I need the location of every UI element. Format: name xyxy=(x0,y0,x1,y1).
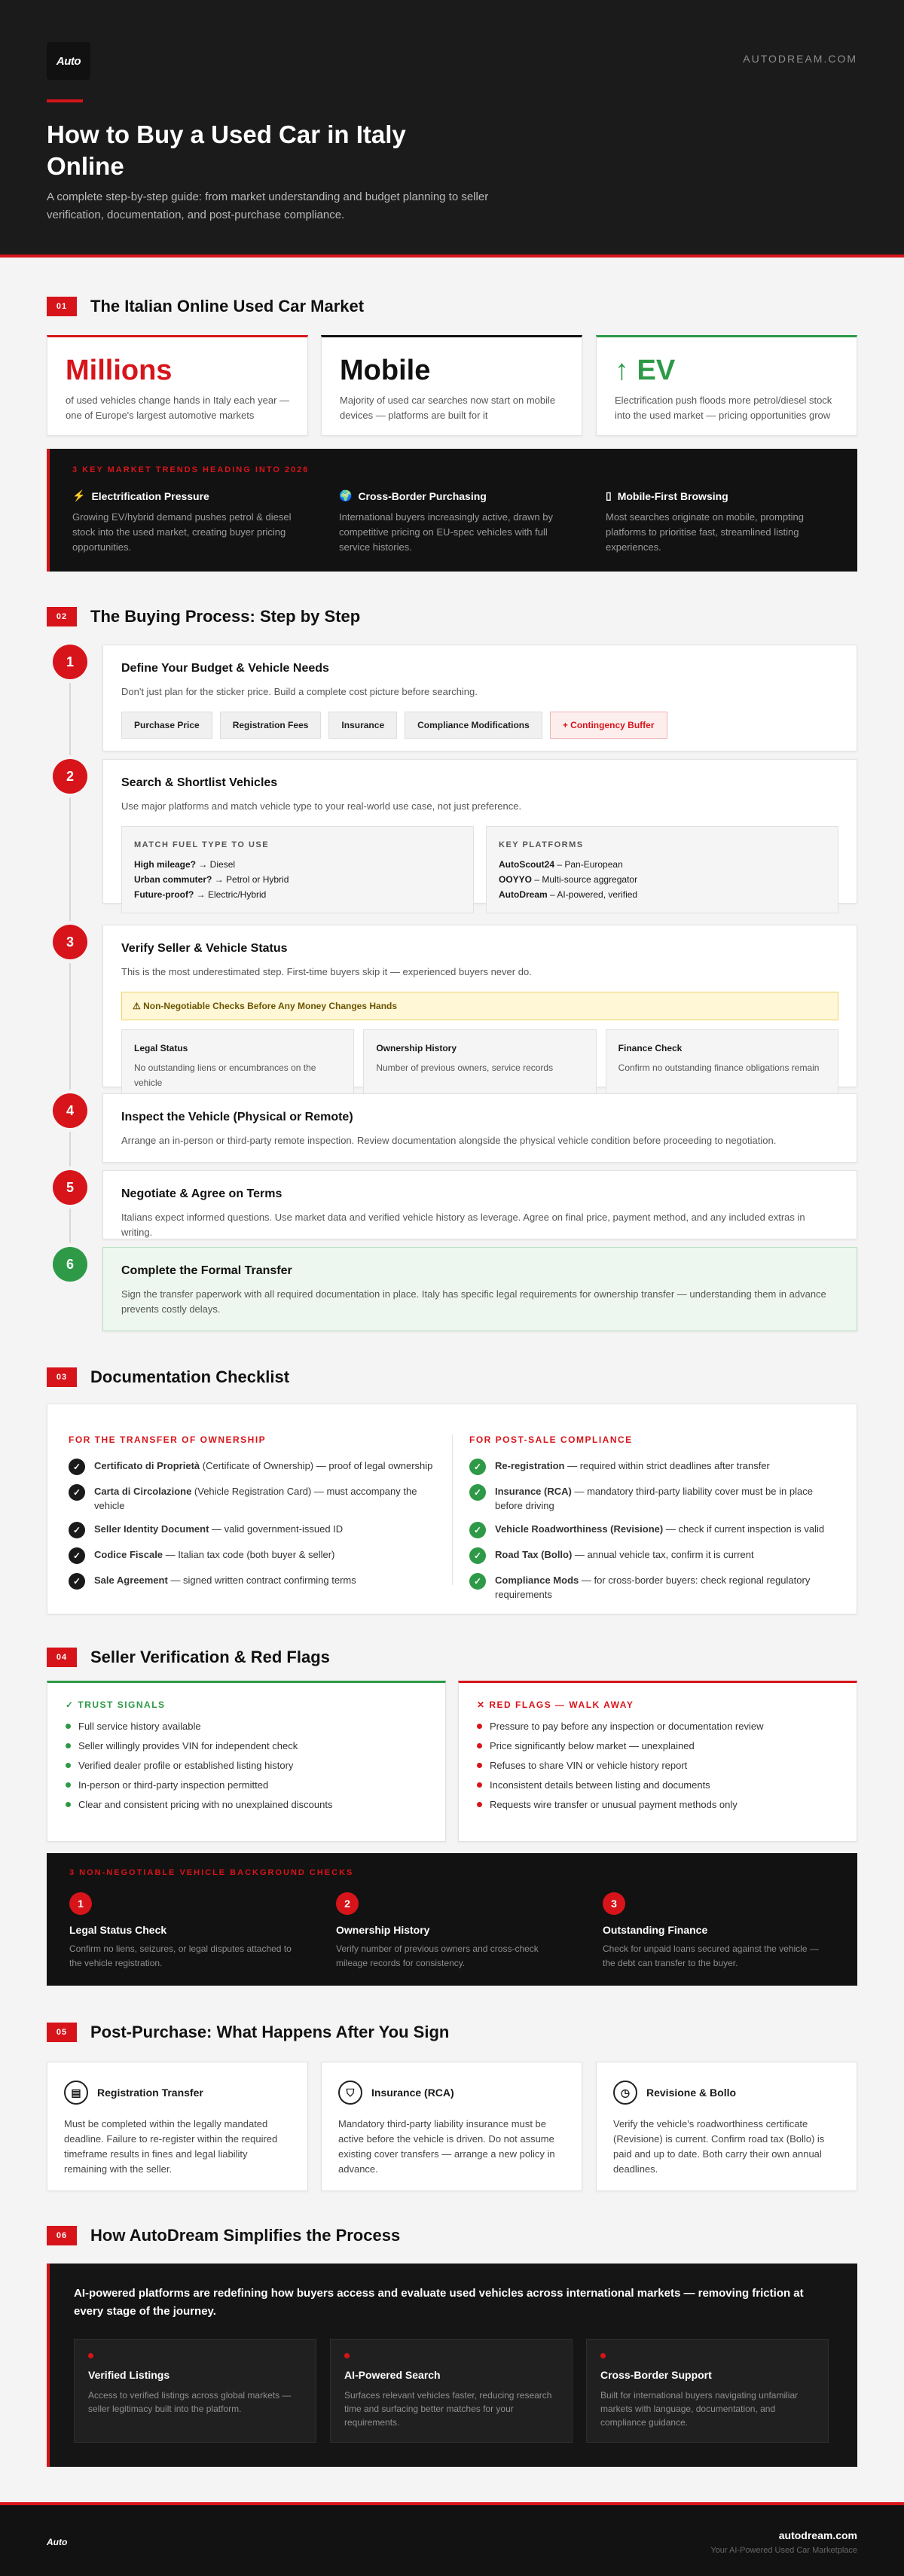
step-title: Complete the Formal Transfer xyxy=(121,1264,292,1277)
step-desc: Italians expect informed questions. Use market data and verified vehicle history as leverage. Agree on final price, payment method, and any included extras in writing. xyxy=(121,1212,805,1238)
fuel-item-text: → Petrol or Hybrid xyxy=(212,874,289,885)
section-header-market xyxy=(47,297,364,316)
platforms-box xyxy=(486,826,838,913)
clock-icon: ◷ xyxy=(613,2081,637,2105)
check-desc: No outstanding liens or encumbrances on the vehicle xyxy=(134,1062,316,1088)
hero-header xyxy=(0,0,904,258)
doc-desc: — Italian tax code (both buyer & seller) xyxy=(163,1549,335,1560)
step-title: Negotiate & Agree on Terms xyxy=(121,1187,282,1200)
background-checks-kicker: 3 NON-NEGOTIABLE VEHICLE BACKGROUND CHECKS xyxy=(69,1868,354,1877)
check-icon: ✓ xyxy=(469,1484,486,1501)
step-card-negotiate xyxy=(102,1170,857,1239)
globe-icon: 🌍 xyxy=(339,489,353,501)
bullet-dot xyxy=(66,1743,71,1748)
bullet-dot xyxy=(66,1724,71,1729)
red-flag-item: Requests wire transfer or unusual payment methods only xyxy=(490,1799,738,1810)
check-icon: ✓ xyxy=(469,1459,486,1475)
check-title: Legal Status xyxy=(134,1043,188,1053)
stat-value: Millions xyxy=(66,355,173,386)
footer-tagline: Your AI-Powered Used Car Marketplace xyxy=(710,2546,857,2555)
fuel-item-text: → Electric/Hybrid xyxy=(194,889,267,900)
fuel-item: Urban commuter? xyxy=(134,874,212,885)
step-desc: Arrange an in-person or third-party remote inspection. Review documentation alongside the physical vehicle condition before proceeding to negotiation. xyxy=(121,1135,777,1146)
feature-ai-search xyxy=(330,2339,573,2443)
doc-name: Seller Identity Document xyxy=(94,1523,209,1535)
market-trends-panel xyxy=(47,449,857,572)
feature-verified-listings xyxy=(74,2339,316,2443)
post-card-title: Revisione & Bollo xyxy=(646,2087,737,2099)
platform-item-text: – Pan-European xyxy=(554,859,623,870)
fuel-item: Future-proof? xyxy=(134,889,194,900)
step-card-inspect xyxy=(102,1093,857,1163)
check-desc: Number of previous owners, service records xyxy=(376,1062,554,1073)
check-title: Ownership History xyxy=(376,1043,457,1053)
section-number: 04 xyxy=(47,1648,77,1667)
step-desc: Sign the transfer paperwork with all required documentation in place. Italy has specific legal requirements for ownership transfer — understanding them in advance prevents costly delays. xyxy=(121,1288,826,1315)
bullet-dot xyxy=(477,1743,482,1748)
section-number: 01 xyxy=(47,297,77,316)
doc-desc: — mandatory third-party liability cover must be in place before driving xyxy=(495,1486,813,1511)
platforms-label: KEY PLATFORMS xyxy=(499,840,584,849)
check-icon: ✓ xyxy=(69,1573,85,1590)
red-flag-item: Refuses to share VIN or vehicle history report xyxy=(490,1760,688,1771)
doc-desc: — annual vehicle tax, confirm it is current xyxy=(572,1549,754,1560)
red-flag-item: Pressure to pay before any inspection or documentation review xyxy=(490,1721,764,1732)
fuel-item: High mileage? xyxy=(134,859,197,870)
document-icon: ▤ xyxy=(64,2081,88,2105)
doc-name: Sale Agreement xyxy=(94,1575,168,1586)
feature-desc: Built for international buyers navigating unfamiliar markets with language, documentation, and compliance guidance. xyxy=(600,2390,799,2428)
warning-banner: ⚠ Non-Negotiable Checks Before Any Money Changes Hands xyxy=(121,992,838,1020)
post-card-insurance xyxy=(321,2062,582,2191)
post-card-desc: Mandatory third-party liability insurance must be active before the vehicle is driven. Do not assume existing cover transfers — arrange a new policy in advance. xyxy=(338,2118,555,2175)
platform-item: AutoDream xyxy=(499,889,548,900)
trend-cross-border xyxy=(339,489,573,555)
post-card-title: Insurance (RCA) xyxy=(371,2087,454,2099)
post-card-desc: Verify the vehicle's roadworthiness certificate (Revisione) is current. Confirm road tax (Bollo) is paid and up to date. Both carry their own annual deadlines. xyxy=(613,2118,825,2175)
doc-desc: — signed written contract confirming terms xyxy=(167,1575,356,1586)
check-ownership-history xyxy=(363,1029,596,1102)
stat-text: Majority of used car searches now start on mobile devices — platforms are built for it xyxy=(340,395,556,421)
doc-name: Compliance Mods xyxy=(495,1575,579,1586)
bullet-dot xyxy=(66,1763,71,1768)
site-url[interactable]: AUTODREAM.COM xyxy=(743,53,857,65)
step-title: Inspect the Vehicle (Physical or Remote) xyxy=(121,1111,353,1123)
mobile-icon: ▯ xyxy=(606,489,612,501)
bg-check-number: 1 xyxy=(69,1892,92,1915)
step-desc: This is the most underestimated step. First-time buyers skip it — experienced buyers never do. xyxy=(121,966,532,977)
doc-name: Insurance (RCA) xyxy=(495,1486,572,1497)
column-label: FOR THE TRANSFER OF OWNERSHIP xyxy=(69,1434,267,1445)
step-number-4: 4 xyxy=(53,1093,87,1128)
bg-check-title: Legal Status Check xyxy=(69,1924,167,1936)
cost-chip: Registration Fees xyxy=(220,712,322,739)
check-icon: ✓ xyxy=(69,1522,85,1538)
post-card-desc: Must be completed within the legally mandated deadline. Failure to re-register within the required timeframe results in fines and legal liability remaining with the seller. xyxy=(64,2118,278,2175)
bullet-dot xyxy=(477,1802,482,1807)
post-sale-column xyxy=(469,1434,838,1611)
doc-name: Road Tax (Bollo) xyxy=(495,1549,573,1560)
trust-item: Clear and consistent pricing with no unexplained discounts xyxy=(78,1799,333,1810)
platform-item-text: – AI-powered, verified xyxy=(547,889,638,900)
section-title: Post-Purchase: What Happens After You Sign xyxy=(90,2023,450,2041)
trend-title: Mobile-First Browsing xyxy=(617,489,728,502)
step-number-6: 6 xyxy=(53,1247,87,1282)
bullet-dot xyxy=(477,1763,482,1768)
step-card-search xyxy=(102,759,857,904)
stat-card-mobile xyxy=(321,335,582,436)
bg-check-desc: Confirm no liens, seizures, or legal disputes attached to the vehicle registration. xyxy=(69,1943,292,1968)
lightning-icon: ⚡ xyxy=(72,489,86,501)
trend-desc: International buyers increasingly active, drawn by competitive pricing on EU-spec vehicles with full service histories. xyxy=(339,511,553,553)
footer-logo[interactable]: Auto xyxy=(47,2537,68,2547)
feature-title: AI-Powered Search xyxy=(344,2369,441,2381)
trust-item: In-person or third-party inspection permitted xyxy=(78,1779,269,1791)
feature-desc: Access to verified listings across global markets — seller legitimacy built into the platform. xyxy=(88,2390,292,2414)
step-title: Search & Shortlist Vehicles xyxy=(121,776,278,789)
doc-desc: (Vehicle Registration Card) — must accompany the vehicle xyxy=(94,1486,417,1511)
stat-text: Electrification push floods more petrol/diesel stock into the used market — pricing opportunities grow xyxy=(615,395,832,421)
page-subtitle: A complete step-by-step guide: from market understanding and budget planning to seller verification, documentation, and post-purchase compliance. xyxy=(47,191,489,221)
section-title: Documentation Checklist xyxy=(90,1367,290,1386)
check-icon: ✓ xyxy=(469,1573,486,1590)
section-title: How AutoDream Simplifies the Process xyxy=(90,2226,401,2245)
footer-site-link[interactable]: autodream.com xyxy=(778,2529,857,2541)
page-title: How to Buy a Used Car in Italy Online xyxy=(47,120,406,180)
stat-card-volume xyxy=(47,335,308,436)
stat-value: ↑ EV xyxy=(615,355,676,386)
feature-title: Cross-Border Support xyxy=(600,2369,712,2381)
bg-check-ownership xyxy=(336,1892,562,1971)
check-icon: ✓ xyxy=(69,1484,85,1501)
step-card-verify xyxy=(102,925,857,1087)
trust-item: Full service history available xyxy=(78,1721,201,1732)
section-header-post-purchase xyxy=(47,2023,449,2042)
doc-name: Codice Fiscale xyxy=(94,1549,163,1560)
step-number-1: 1 xyxy=(53,645,87,679)
background-checks-panel xyxy=(47,1853,857,1986)
section-title: The Italian Online Used Car Market xyxy=(90,297,365,316)
footer xyxy=(0,2502,904,2576)
autodream-panel xyxy=(47,2264,857,2467)
feature-desc: Surfaces relevant vehicles faster, reducing research time and surfacing better matches for your requirements. xyxy=(344,2390,552,2428)
cost-chip: Purchase Price xyxy=(121,712,212,739)
check-finance xyxy=(606,1029,838,1102)
section-number: 06 xyxy=(47,2226,77,2245)
bg-check-title: Ownership History xyxy=(336,1924,430,1936)
stat-text: of used vehicles change hands in Italy each year — one of Europe's largest automotive markets xyxy=(66,395,290,421)
shield-icon: ⛉ xyxy=(338,2081,362,2105)
check-icon: ✓ xyxy=(469,1522,486,1538)
stat-card-ev xyxy=(596,335,857,436)
trust-item: Seller willingly provides VIN for independent check xyxy=(78,1740,298,1751)
step-number-5: 5 xyxy=(53,1170,87,1205)
step-desc: Use major platforms and match vehicle type to your real-world use case, not just preference. xyxy=(121,800,522,812)
bullet-dot xyxy=(66,1782,71,1788)
feature-dot xyxy=(88,2353,93,2358)
section-title: The Buying Process: Step by Step xyxy=(90,607,361,626)
red-flag-item: Inconsistent details between listing and documents xyxy=(490,1779,710,1791)
trend-title: Cross-Border Purchasing xyxy=(358,489,487,502)
accent-bar xyxy=(47,99,83,102)
red-flag-item: Price significantly below market — unexplained xyxy=(490,1740,695,1751)
doc-desc: — required within strict deadlines after transfer xyxy=(564,1460,770,1471)
feature-dot xyxy=(600,2353,606,2358)
step-card-transfer xyxy=(102,1247,857,1331)
trend-desc: Most searches originate on mobile, prompting platforms to prioritise fast, streamlined listing experiences. xyxy=(606,511,805,553)
red-flags-card xyxy=(458,1681,857,1842)
feature-title: Verified Listings xyxy=(88,2369,170,2381)
section-header-process xyxy=(47,607,360,626)
check-legal-status xyxy=(121,1029,354,1102)
bg-check-legal xyxy=(69,1892,295,1971)
post-card-revisione xyxy=(596,2062,857,2191)
bg-check-desc: Verify number of previous owners and cross-check mileage records for consistency. xyxy=(336,1943,539,1968)
trust-label: ✓ TRUST SIGNALS xyxy=(66,1700,166,1710)
bg-check-finance xyxy=(603,1892,829,1971)
trend-electrification xyxy=(72,489,306,555)
section-header-documentation xyxy=(47,1367,289,1387)
transfer-docs-column xyxy=(69,1434,445,1599)
section-header-autodream xyxy=(47,2226,400,2245)
trend-desc: Growing EV/hybrid demand pushes petrol & diesel stock into the used market, creating buyer pricing opportunities. xyxy=(72,511,292,553)
feature-dot xyxy=(344,2353,350,2358)
doc-desc: — check if current inspection is valid xyxy=(663,1523,825,1535)
cost-chip: Compliance Modifications xyxy=(405,712,542,739)
contingency-chip: + Contingency Buffer xyxy=(550,712,667,739)
doc-name: Carta di Circolazione xyxy=(94,1486,192,1497)
check-desc: Confirm no outstanding finance obligations remain xyxy=(618,1062,820,1073)
feature-cross-border xyxy=(586,2339,829,2443)
trend-mobile-first xyxy=(606,489,839,555)
fuel-type-box xyxy=(121,826,474,913)
doc-name: Vehicle Roadworthiness (Revisione) xyxy=(495,1523,664,1535)
section-header-verification xyxy=(47,1648,330,1667)
cost-chip: Insurance xyxy=(328,712,397,739)
bullet-dot xyxy=(66,1802,71,1807)
section-title: Seller Verification & Red Flags xyxy=(90,1648,330,1666)
autodream-lead: AI-powered platforms are redefining how buyers access and evaluate used vehicles across international markets — removing friction at every stage of the journey. xyxy=(74,2287,804,2318)
trends-kicker: 3 KEY MARKET TRENDS HEADING INTO 2026 xyxy=(72,465,310,474)
step-number-2: 2 xyxy=(53,759,87,794)
trend-title: Electrification Pressure xyxy=(91,489,209,502)
brand-logo[interactable]: Auto xyxy=(47,42,90,80)
check-title: Finance Check xyxy=(618,1043,683,1053)
bullet-dot xyxy=(477,1724,482,1729)
section-number: 02 xyxy=(47,607,77,626)
trust-signals-card xyxy=(47,1681,446,1842)
check-icon: ✓ xyxy=(69,1459,85,1475)
step-title: Define Your Budget & Vehicle Needs xyxy=(121,662,329,675)
check-icon: ✓ xyxy=(469,1547,486,1564)
trust-item: Verified dealer profile or established listing history xyxy=(78,1760,294,1771)
doc-name: Certificato di Proprietà xyxy=(94,1460,200,1471)
bg-check-number: 2 xyxy=(336,1892,359,1915)
check-icon: ✓ xyxy=(69,1547,85,1564)
doc-desc: — valid government-issued ID xyxy=(209,1523,344,1535)
step-card-budget xyxy=(102,645,857,751)
platform-item: AutoScout24 xyxy=(499,859,555,870)
column-divider xyxy=(452,1434,453,1585)
doc-desc: (Certificate of Ownership) — proof of legal ownership xyxy=(200,1460,433,1471)
red-flags-label: ✕ RED FLAGS — WALK AWAY xyxy=(477,1700,634,1710)
section-number: 05 xyxy=(47,2023,77,2042)
platform-item-text: – Multi-source aggregator xyxy=(532,874,638,885)
bullet-dot xyxy=(477,1782,482,1788)
doc-desc: — for cross-border buyers: check regional regulatory requirements xyxy=(495,1575,811,1600)
platform-item: OOYYO xyxy=(499,874,533,885)
fuel-label: MATCH FUEL TYPE TO USE xyxy=(134,840,270,849)
step-timeline xyxy=(69,663,71,1258)
column-label: FOR POST-SALE COMPLIANCE xyxy=(469,1434,633,1445)
step-number-3: 3 xyxy=(53,925,87,959)
stat-value: Mobile xyxy=(340,355,431,386)
post-card-title: Registration Transfer xyxy=(97,2087,203,2099)
step-desc: Don't just plan for the sticker price. Build a complete cost picture before searching. xyxy=(121,686,478,697)
bg-check-number: 3 xyxy=(603,1892,625,1915)
section-number: 03 xyxy=(47,1367,77,1387)
bg-check-desc: Check for unpaid loans secured against the vehicle — the debt can transfer to the buyer. xyxy=(603,1943,819,1968)
documentation-checklist xyxy=(47,1404,857,1614)
step-title: Verify Seller & Vehicle Status xyxy=(121,942,288,955)
post-card-registration xyxy=(47,2062,308,2191)
fuel-item-text: → Diesel xyxy=(196,859,236,870)
bg-check-title: Outstanding Finance xyxy=(603,1924,708,1936)
doc-name: Re-registration xyxy=(495,1460,565,1471)
